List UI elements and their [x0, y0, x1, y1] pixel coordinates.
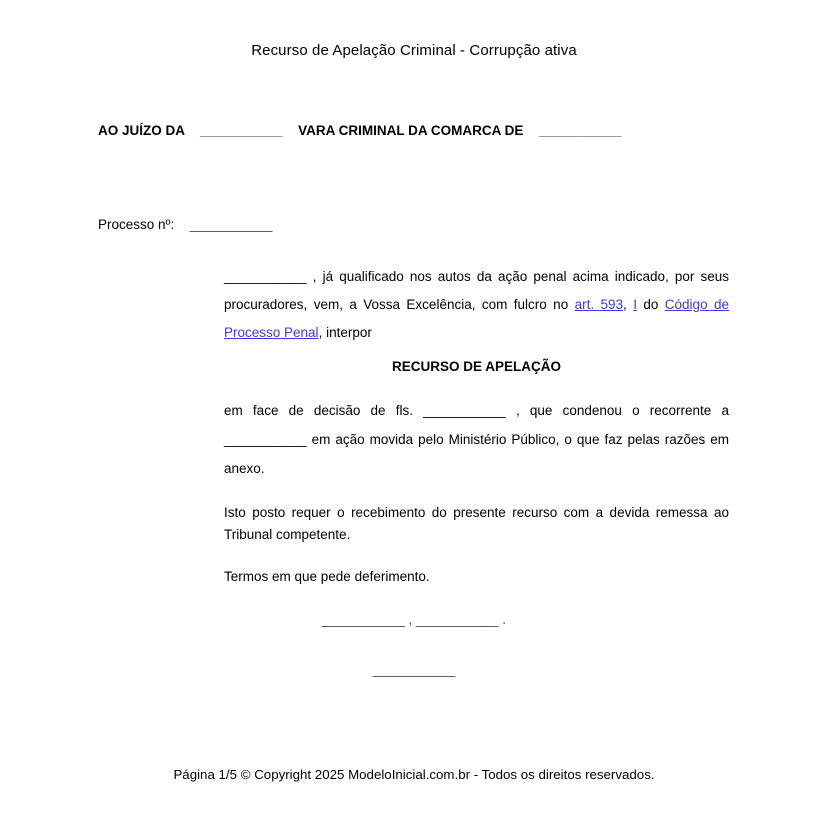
addressee-blank-vara: ___________ — [200, 123, 283, 138]
qualification-paragraph — [224, 263, 729, 347]
process-number-line — [98, 217, 272, 232]
place-date-line: ___________ , ___________ . — [322, 612, 506, 627]
decision-paragraph: em face de decisão de fls. ___________ , que condenou o recorrente a ___________ em ação movida pelo Ministério Público, o que faz pelas razões em anexo. — [224, 403, 729, 476]
paragraph-text: do — [636, 297, 665, 312]
link-inciso-i[interactable]: I — [633, 297, 637, 312]
process-number-blank: ___________ — [189, 217, 273, 232]
closing-paragraph: Termos em que pede deferimento. — [224, 569, 430, 584]
paragraph-text: , interpor — [318, 325, 372, 340]
paragraph-text: , — [623, 297, 634, 312]
addressee-line — [98, 123, 768, 138]
request-paragraph: Isto posto requer o recebimento do presente recurso com a devida remessa ao Tribunal competente. — [224, 505, 729, 542]
paragraph-text: ___________ , já qualificado nos autos da ação penal acima indicado, por seus procuradores, vem, a Vossa Excelência, com fulcro no — [224, 269, 729, 312]
addressee-prefix: AO JUÍZO DA — [98, 123, 185, 138]
signature-line: ___________ — [372, 662, 456, 677]
recurso-heading: RECURSO DE APELAÇÃO — [391, 359, 561, 374]
addressee-middle: VARA CRIMINAL DA COMARCA DE — [298, 123, 524, 138]
link-codigo-processo-penal[interactable]: Código de Processo Penal — [224, 297, 729, 340]
link-art-593[interactable]: art. 593 — [574, 297, 624, 312]
document-title: Recurso de Apelação Criminal - Corrupção ativa — [251, 42, 577, 59]
page-footer: Página 1/5 © Copyright 2025 ModeloInicial.com.br - Todos os direitos reservados. — [173, 767, 655, 782]
addressee-blank-comarca: ___________ — [538, 123, 622, 138]
process-number-label: Processo nº: — [98, 217, 175, 232]
